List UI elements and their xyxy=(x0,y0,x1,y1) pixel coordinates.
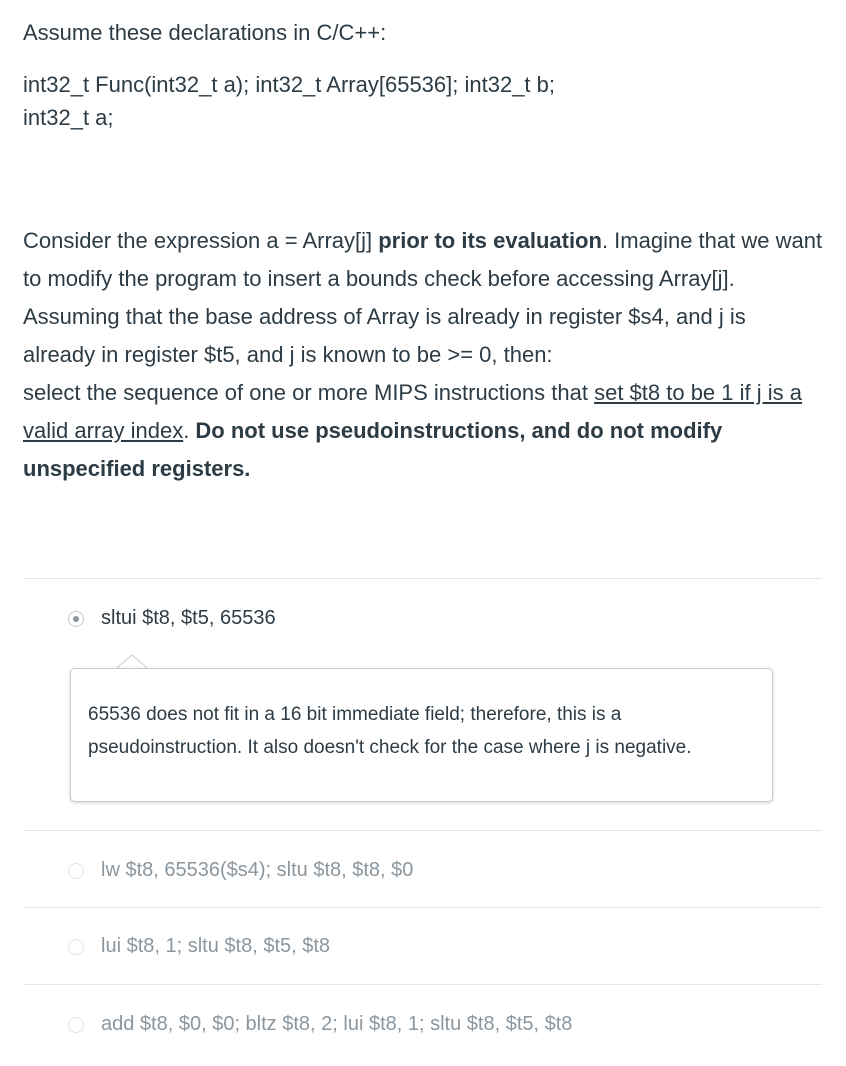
question-intro: Assume these declarations in C/C++: xyxy=(23,20,387,45)
answer-label: add $t8, $0, $0; bltz $t8, 2; lui $t8, 1; sltu $t8, $t5, $t8 xyxy=(101,1013,573,1035)
divider xyxy=(23,907,822,908)
question-p1-text-a: Consider the expression a = Array[j] xyxy=(23,228,379,253)
radio-unselected-icon[interactable] xyxy=(68,1017,84,1033)
declarations-line-1: int32_t Func(int32_t a); int32_t Array[65536]; int32_t b; xyxy=(23,72,556,97)
question-paragraph-2 xyxy=(23,374,823,488)
question-p2-bold: Do not use pseudoinstructions, and do not modify unspecified registers. xyxy=(23,418,723,481)
radio-unselected-icon[interactable] xyxy=(68,863,84,879)
answer-feedback-comment xyxy=(70,668,773,802)
radio-unselected-icon[interactable] xyxy=(68,939,84,955)
radio-selected-icon[interactable] xyxy=(68,611,84,627)
question-p1-bold: prior to its evaluation xyxy=(378,228,602,253)
answer-label: lw $t8, 65536($s4); sltu $t8, $t8, $0 xyxy=(101,859,414,881)
divider xyxy=(23,830,822,831)
divider xyxy=(23,984,822,985)
divider xyxy=(23,578,822,579)
answer-option-1[interactable] xyxy=(68,607,276,630)
question-text xyxy=(23,14,823,488)
answer-option-3[interactable] xyxy=(68,935,330,958)
question-p2-text-b: . xyxy=(183,418,196,443)
comment-text: 65536 does not fit in a 16 bit immediate field; therefore, this is a pseudoinstruction. It also doesn't check for the case where j is negative. xyxy=(88,704,692,758)
answer-label: lui $t8, 1; sltu $t8, $t5, $t8 xyxy=(101,935,331,957)
question-p1-text-b: . Imagine that we want to modify the program to insert a bounds check before accessing Array[j]. Assuming that the base address of Array is already in register $s4, and j is already in register $t5, and j is known to be >= 0, then: xyxy=(23,228,823,367)
question-p2-text-a: select the sequence of one or more MIPS instructions that xyxy=(23,380,595,405)
answer-option-2[interactable] xyxy=(68,859,413,882)
question-paragraph-1 xyxy=(23,222,823,374)
question-p2-underline: set $t8 to be 1 if j is a valid array index xyxy=(23,380,802,443)
answer-option-4[interactable] xyxy=(68,1013,572,1036)
declarations-line-2: int32_t a; xyxy=(23,105,114,130)
answer-label: sltui $t8, $t5, 65536 xyxy=(101,607,276,629)
